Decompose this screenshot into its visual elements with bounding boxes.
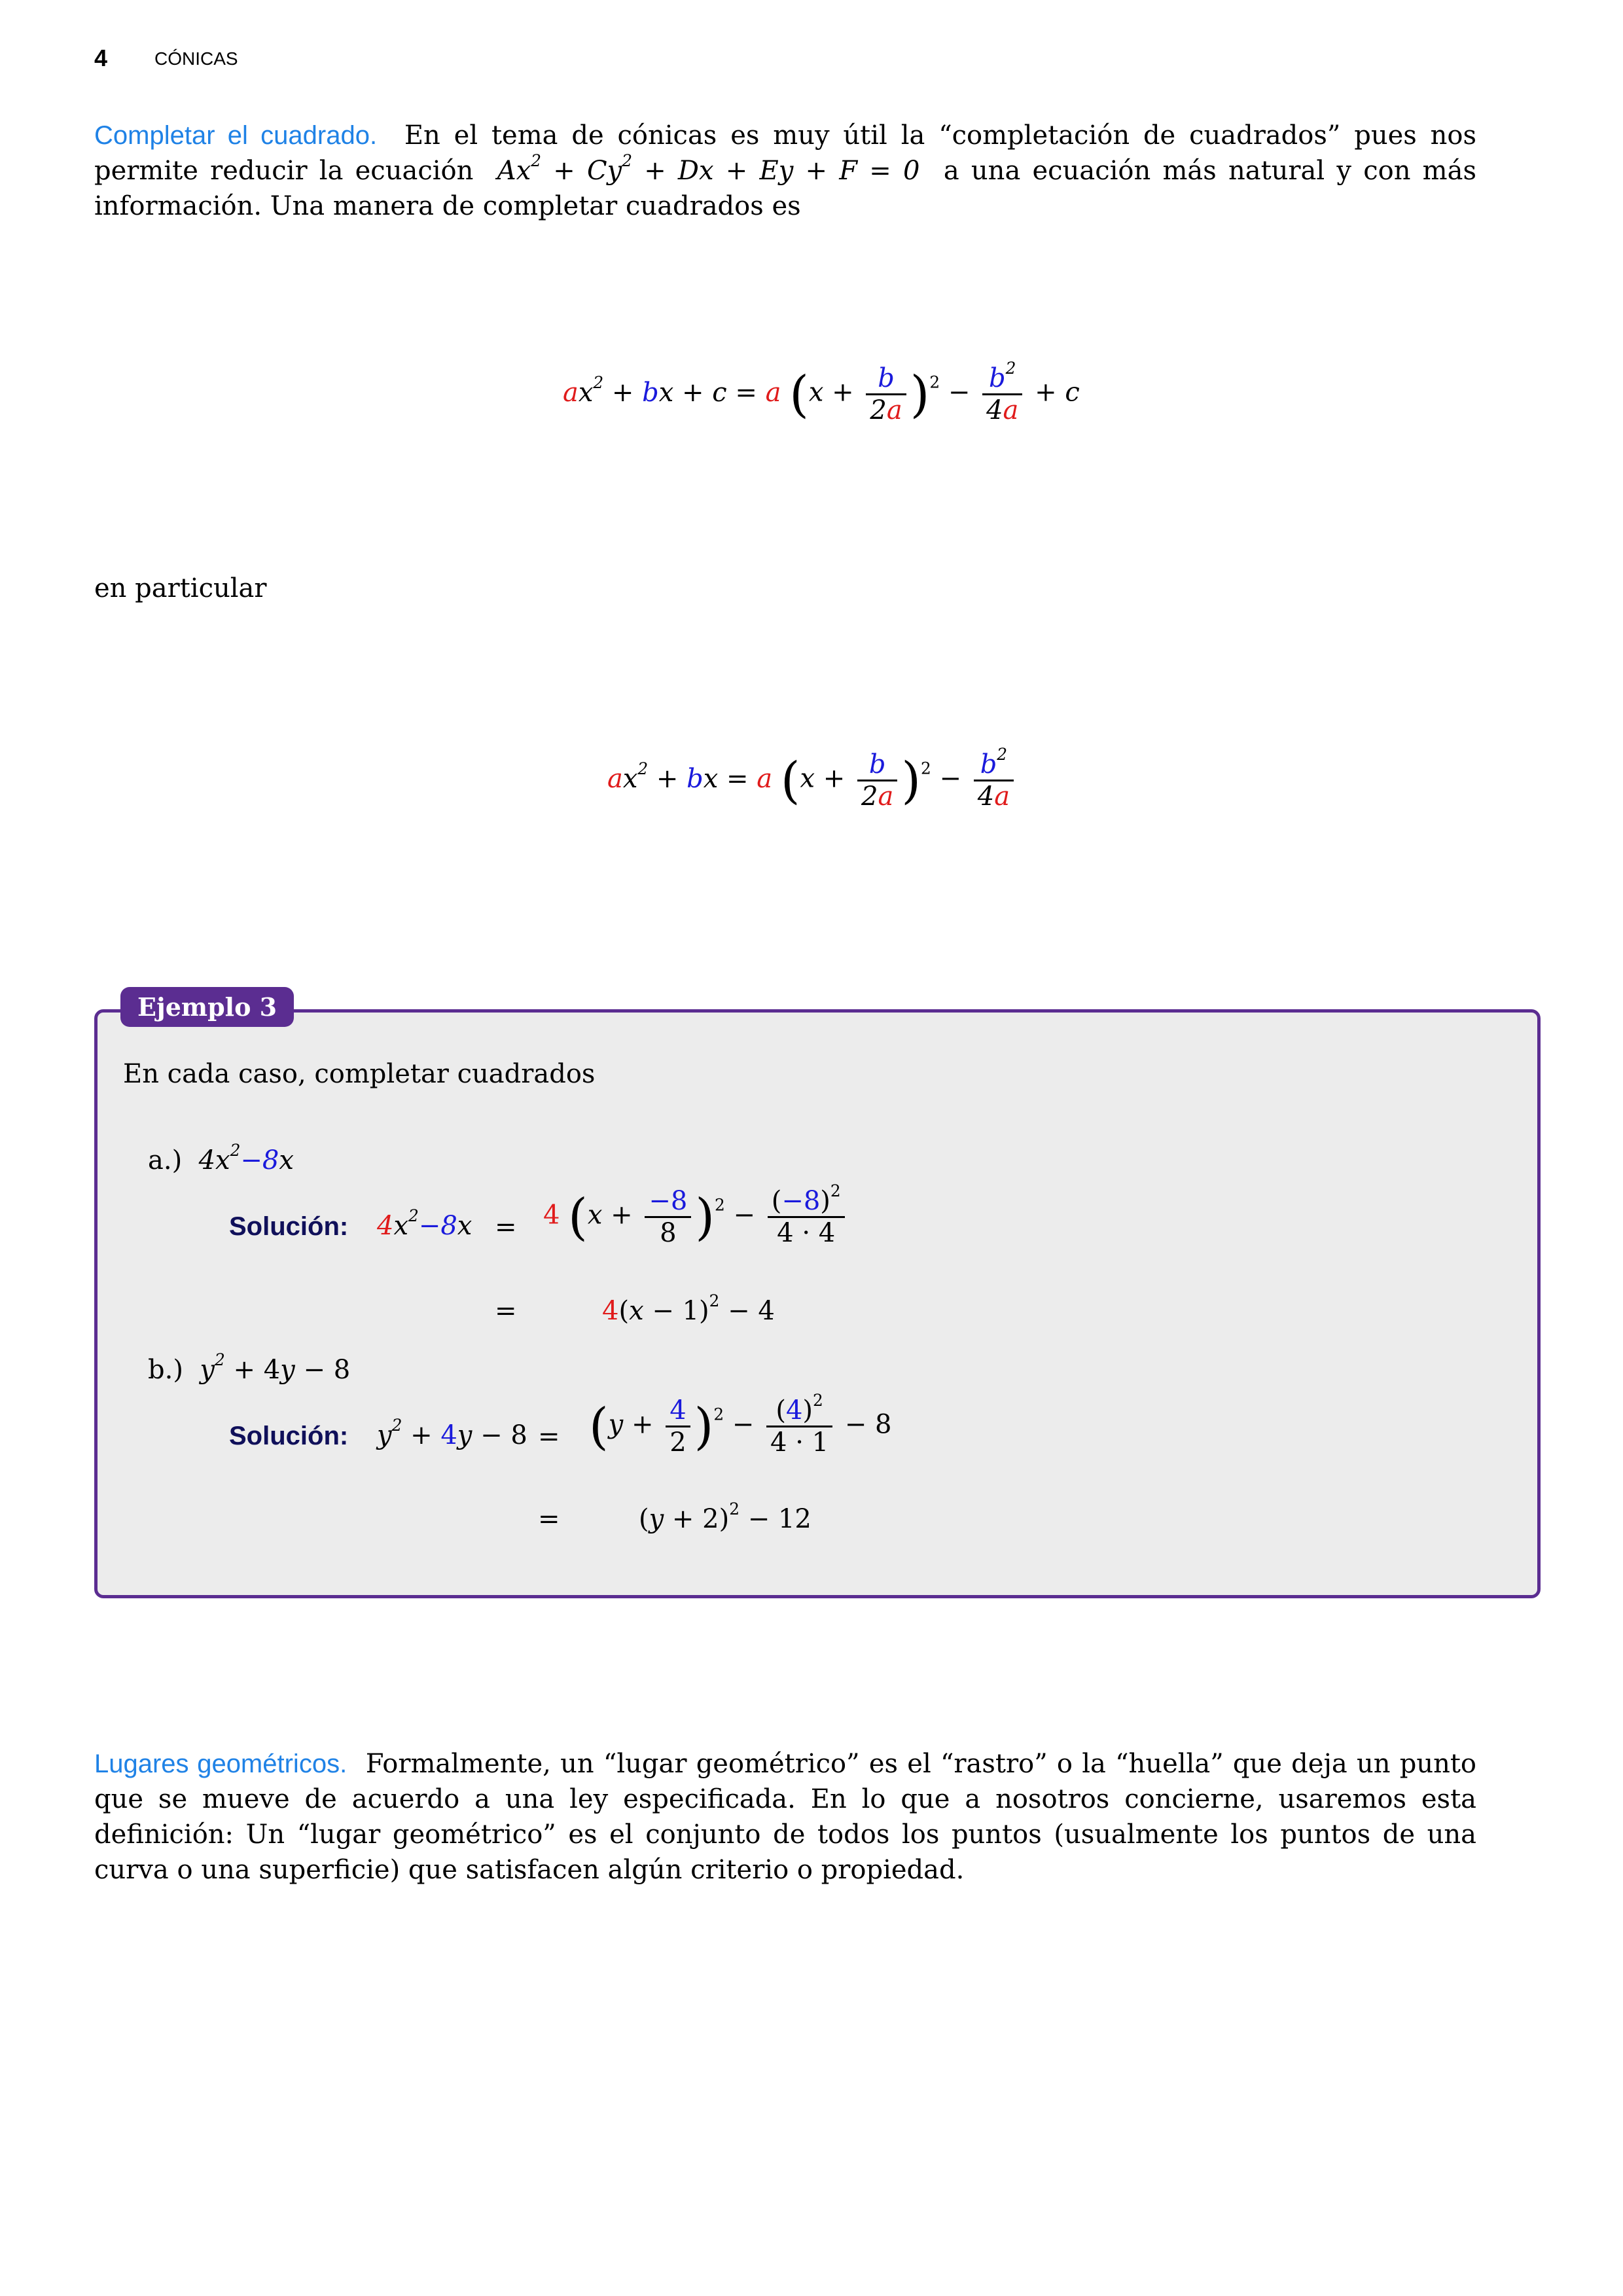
solution-a-label: Solución:: [229, 1212, 349, 1241]
completar-cuadrado-paragraph: [94, 118, 1476, 224]
intro-text-1: En el tema de cónicas es muy útil la “completación de cuadrados” pues nos permite reducir la ecuación: [94, 120, 1477, 186]
running-title: CÓNICAS: [154, 48, 238, 69]
solution-b-label: Solución:: [229, 1422, 349, 1450]
formula-particular: $ax^2$ + bx = a (x + $\frac{b}{2a}$ )$^2$ − $\frac{b^2}{4a}$: [607, 749, 1018, 812]
solution-b-eq1: =: [538, 1422, 560, 1452]
solution-b-step2: $(y + 2)^2 - 12$: [639, 1499, 812, 1534]
solution-a-lhs: $4x^2-8x$: [377, 1206, 473, 1241]
solution-b-eq2: =: [538, 1504, 560, 1534]
lugares-geometricos-paragraph: [94, 1746, 1476, 1888]
solution-a-eq1: =: [495, 1212, 517, 1242]
solution-a-step2: $4(x - 1)^2 - 4$: [602, 1291, 775, 1326]
solution-a-eq2: =: [495, 1296, 517, 1326]
lugares-text: Formalmente, un “lugar geométrico” es el “rastro” o la “huella” que deja un punto que se mueve de acuerdo a una ley especificada. En lo que a nosotros concierne, usaremos esta definición: Un “lugar geométrico” es el conjunto de todos los puntos (usualmente los puntos de una curva o una superficie) que satisfacen algún criterio o propiedad.: [94, 1749, 1476, 1885]
section-heading-lugares: Lugares geométricos.: [94, 1749, 348, 1778]
formula-complete-square: $ax^2$ + bx + c = a (x + $\frac{b}{2a}$ )$^2$ − $\frac{b^2}{4a}$ + c: [563, 359, 1080, 425]
solution-b-lhs: $y^2 + 4y - 8$: [377, 1416, 527, 1450]
solution-a-step1: 4 (x + $\frac{-8}{8}$ )$^2$ − $\frac{(-8)^2}{4 \cdot 4}$: [543, 1186, 849, 1248]
example-intro: En cada caso, completar cuadrados: [123, 1059, 596, 1089]
example-box: [94, 1009, 1541, 1598]
item-b-label: b.): [148, 1355, 183, 1385]
solution-b-step1: (y + $\frac{4}{2}$ )$^2$ − $\frac{(4)^2}{4 \cdot 1}$ − 8: [589, 1391, 892, 1458]
page-number: 4: [94, 45, 108, 71]
item-b: b.) $y^2 + 4y - 8$: [148, 1350, 351, 1385]
general-conic-equation: $Ax^2 + Cy^2 + Dx + Ey + F = 0$: [485, 151, 932, 186]
en-particular-text: en particular: [94, 573, 267, 603]
item-a-label: a.): [148, 1145, 183, 1175]
item-a: a.) $4x^2-8x$: [148, 1141, 294, 1175]
example-tag: Ejemplo 3: [120, 987, 294, 1027]
intro-text-2: a una ecuación más natural y con más información. Una manera de completar cuadrados es: [94, 156, 1476, 221]
section-heading-completar: Completar el cuadrado.: [94, 121, 378, 150]
